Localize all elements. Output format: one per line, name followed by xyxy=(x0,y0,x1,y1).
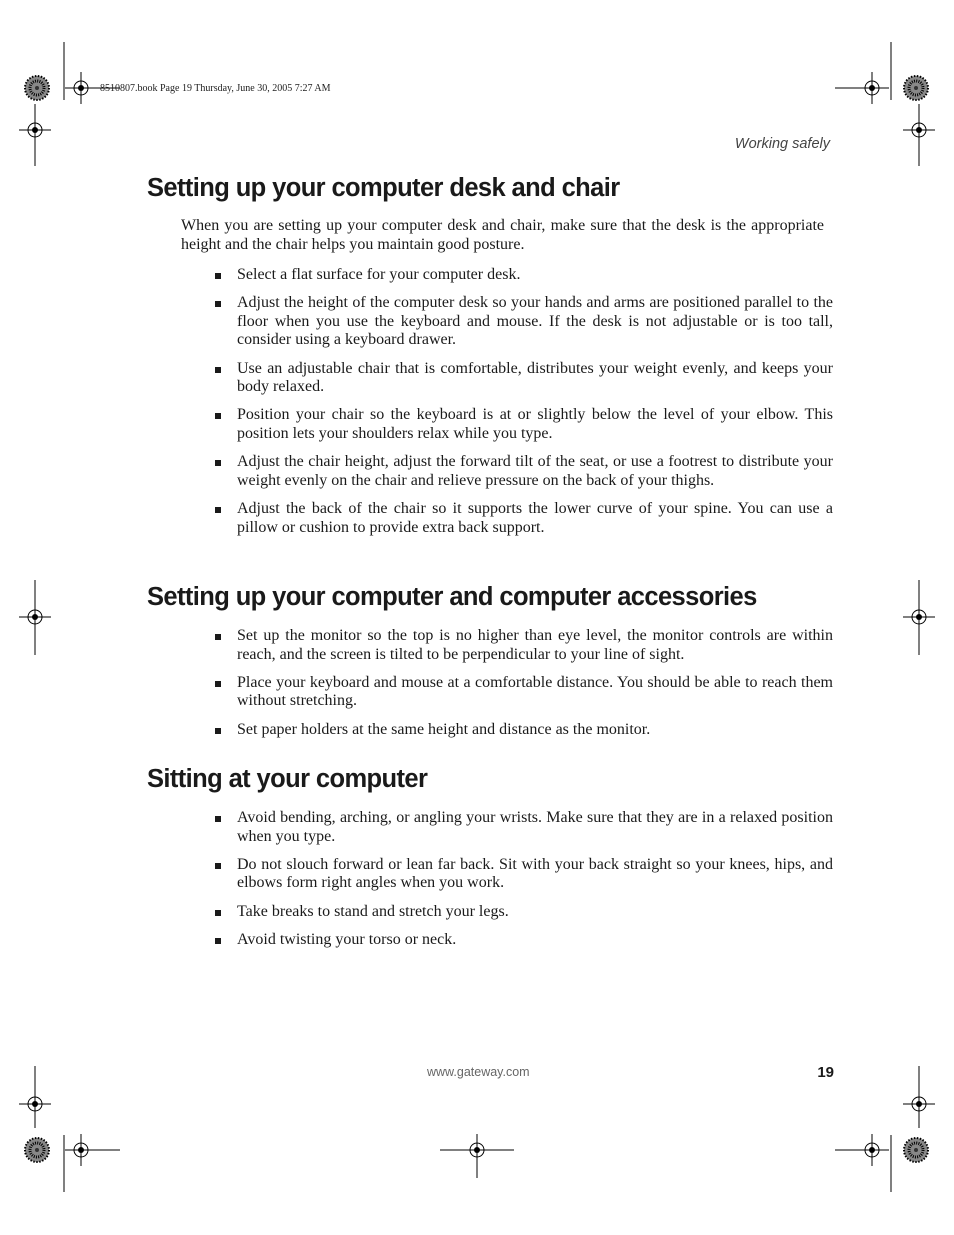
list-item: Avoid bending, arching, or angling your wrists. Make sure that they are in a relaxed position when you type. xyxy=(213,809,833,846)
bullet-list xyxy=(213,266,833,537)
list-item: Avoid twisting your torso or neck. xyxy=(213,931,833,950)
bullet-list xyxy=(213,627,833,739)
list-item: Position your chair so the keyboard is at or slightly below the level of your elbow. This position lets your shoulders relax while you type. xyxy=(213,406,833,443)
section-heading: Setting up your computer desk and chair xyxy=(147,174,620,202)
section-intro: When you are setting up your computer desk and chair, make sure that the desk is the appropriate height and the chair helps you maintain good posture. xyxy=(181,217,824,253)
list-item: Select a flat surface for your computer desk. xyxy=(213,266,833,285)
list-item: Do not slouch forward or lean far back. Sit with your back straight so your knees, hips, and elbows form right angles when you work. xyxy=(213,856,833,893)
list-item: Adjust the back of the chair so it supports the lower curve of your spine. You can use a pillow or cushion to provide extra back support. xyxy=(213,500,833,537)
print-slug: 8510807.book Page 19 Thursday, June 30, 2005 7:27 AM xyxy=(100,83,331,94)
list-item: Place your keyboard and mouse at a comfortable distance. You should be able to reach them without stretching. xyxy=(213,674,833,711)
list-item: Set up the monitor so the top is no higher than eye level, the monitor controls are within reach, and the screen is tilted to be perpendicular to your line of sight. xyxy=(213,627,833,664)
footer-url: www.gateway.com xyxy=(427,1065,530,1079)
section-heading: Setting up your computer and computer accessories xyxy=(147,583,757,611)
bullet-list xyxy=(213,809,833,949)
list-item: Set paper holders at the same height and distance as the monitor. xyxy=(213,721,833,740)
section-heading: Sitting at your computer xyxy=(147,765,428,793)
list-item: Adjust the height of the computer desk so your hands and arms are positioned parallel to the floor when you use the keyboard and mouse. If the desk is not adjustable or is too tall, consider using a keyboard drawer. xyxy=(213,294,833,350)
list-item: Adjust the chair height, adjust the forward tilt of the seat, or use a footrest to distribute your weight evenly on the chair and relieve pressure on the back of your thighs. xyxy=(213,453,833,490)
list-item: Take breaks to stand and stretch your legs. xyxy=(213,903,833,922)
running-header: Working safely xyxy=(734,136,830,152)
page-number: 19 xyxy=(817,1064,834,1081)
list-item: Use an adjustable chair that is comfortable, distributes your weight evenly, and keeps your body relaxed. xyxy=(213,360,833,397)
